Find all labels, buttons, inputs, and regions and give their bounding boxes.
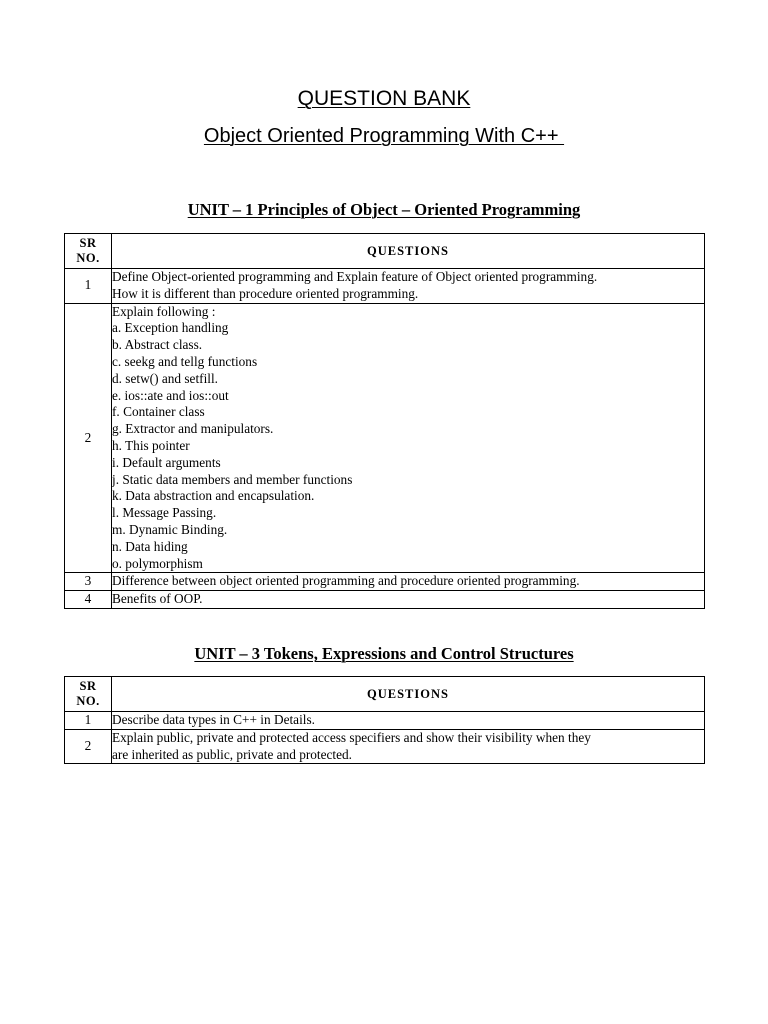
questions-header: QUESTIONS (112, 234, 705, 269)
sr-no-header (65, 234, 112, 269)
row-number: 2 (65, 303, 112, 573)
question-line: Explain following : (112, 303, 216, 319)
question-cell (112, 303, 705, 573)
row-number: 1 (65, 712, 112, 730)
table-row (65, 573, 705, 591)
question-line: k. Data abstraction and encapsulation. (112, 488, 315, 504)
page-subtitle: Object Oriented Programming With C++ (203, 125, 565, 147)
question-cell (112, 591, 705, 609)
question-line: Explain public, private and protected access specifiers and show their visibility when they (112, 729, 591, 745)
question-cell (112, 573, 705, 591)
question-line: b. Abstract class. (112, 337, 203, 353)
question-line: e. ios::ate and ios::out (112, 387, 229, 403)
question-line: d. setw() and setfill. (112, 370, 218, 386)
question-line: are inherited as public, private and protected. (112, 746, 352, 762)
question-cell (112, 269, 705, 304)
table-header-row (65, 234, 705, 269)
table-row (65, 591, 705, 609)
sr-header-line: SR (79, 236, 97, 250)
page-title: QUESTION BANK (297, 87, 471, 110)
question-line: l. Message Passing. (112, 505, 217, 521)
no-header-line: NO. (76, 251, 100, 265)
question-cell (112, 712, 705, 730)
question-line: o. polymorphism (112, 555, 203, 571)
sr-header-line: SR (79, 679, 97, 693)
question-line: h. This pointer (112, 437, 190, 453)
table-row (65, 712, 705, 730)
row-number: 4 (65, 591, 112, 609)
unit-3-question-table (64, 676, 705, 764)
question-line: m. Dynamic Binding. (112, 521, 228, 537)
table-header-row (65, 677, 705, 712)
unit-1-heading: UNIT – 1 Principles of Object – Oriented Programming (187, 200, 581, 219)
question-line: n. Data hiding (112, 538, 188, 554)
question-line: a. Exception handling (112, 320, 229, 336)
unit-1-question-table (64, 233, 705, 609)
row-number: 1 (65, 269, 112, 304)
question-line: Difference between object oriented programming and procedure oriented programming. (112, 573, 580, 589)
question-line: Define Object-oriented programming and Explain feature of Object oriented programming. (112, 269, 598, 284)
table-row (65, 269, 705, 304)
question-line: c. seekg and tellg functions (112, 353, 258, 369)
question-line: Benefits of OOP. (112, 591, 203, 607)
row-number: 3 (65, 573, 112, 591)
unit-1-rows (65, 269, 705, 609)
no-header-line: NO. (76, 694, 100, 708)
question-line: How it is different than procedure oriented programming. (112, 285, 419, 301)
table-row (65, 303, 705, 573)
unit-3-rows (65, 712, 705, 764)
table-row (65, 729, 705, 764)
question-cell (112, 729, 705, 764)
question-line: f. Container class (112, 404, 205, 420)
question-line: j. Static data members and member functions (112, 471, 353, 487)
question-line: i. Default arguments (112, 454, 221, 470)
questions-header: QUESTIONS (112, 677, 705, 712)
row-number: 2 (65, 729, 112, 764)
sr-no-header (65, 677, 112, 712)
question-line: Describe data types in C++ in Details. (112, 712, 315, 727)
unit-3-heading: UNIT – 3 Tokens, Expressions and Control Structures (194, 644, 574, 663)
question-line: g. Extractor and manipulators. (112, 421, 274, 437)
